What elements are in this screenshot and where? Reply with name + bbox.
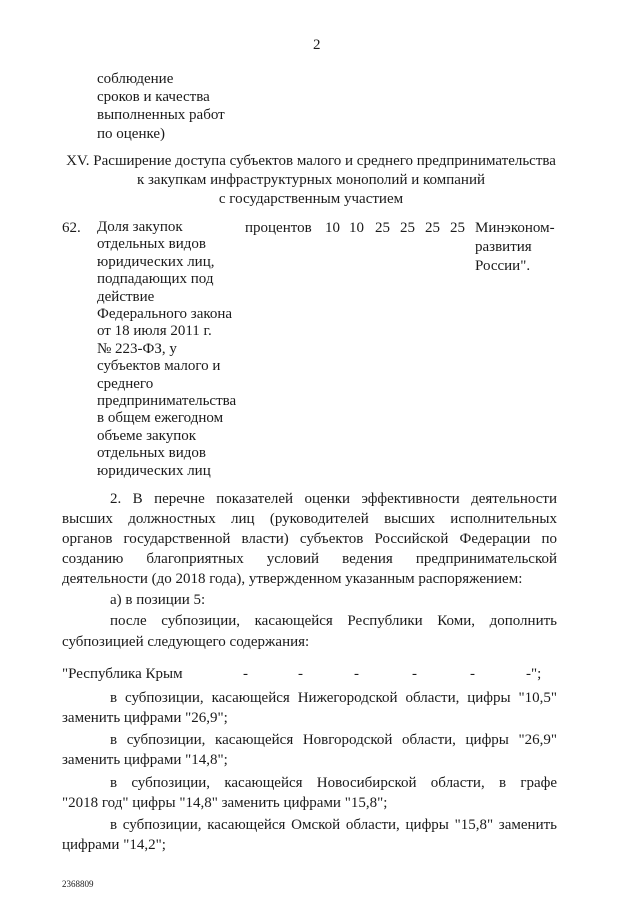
text-line: в общем ежегодном (97, 410, 224, 427)
row-number: 62. (62, 220, 81, 236)
row-unit: процентов (245, 220, 312, 236)
sub-nizhny-line: заменить цифрами "26,9"; (62, 710, 228, 726)
text-line: предпринимательства (97, 393, 237, 410)
heading-line: XV. Расширение доступа субъектов малого и среднего предпринимательства (66, 153, 556, 169)
row-value-4: 25 (400, 220, 415, 236)
text-line: по оценке) (97, 125, 166, 142)
sub-nizhny-line: в субпозиции, касающейся Нижегородской области, цифры "10,5" (110, 690, 557, 706)
para2-line: деятельности (до 2018 года), утвержденном указанным распоряжением: (62, 571, 523, 587)
after-komi-line: субпозицией следующего содержания: (62, 634, 310, 650)
text-line: отдельных видов (97, 445, 206, 462)
row-value-2: 10 (349, 220, 364, 236)
text-line: отдельных видов (97, 236, 206, 253)
sub-novgorod-line: в субпозиции, касающейся Новгородской области, цифры "26,9" (110, 732, 557, 748)
sub-omsk-line: цифрами "14,2"; (62, 837, 166, 853)
sub-omsk-line: в субпозиции, касающейся Омской области, цифры "15,8" заменить (110, 817, 557, 833)
page-number: 2 (313, 37, 321, 53)
item-a: а) в позиции 5: (110, 592, 206, 608)
sub-novgorod-line: заменить цифрами "14,8"; (62, 752, 228, 768)
text-line: Минэконом- (475, 220, 555, 236)
crimea-dash: - (354, 666, 359, 682)
text-line: действие (97, 288, 155, 305)
text-line: России". (475, 258, 531, 274)
sub-novosib-line: "2018 год" цифры "14,8" заменить цифрами "15,8"; (62, 795, 388, 811)
text-line: Доля закупок (97, 219, 183, 235)
row-indicator (97, 219, 236, 480)
crimea-label: "Республика Крым (62, 666, 183, 682)
para2-line: высших должностных лиц (руководителей высших исполнительных (62, 511, 557, 527)
row-responsible (475, 219, 555, 276)
crimea-dash: - (243, 666, 248, 682)
text-line: среднего (97, 375, 154, 392)
text-line: развития (475, 239, 532, 255)
after-komi-line: после субпозиции, касающейся Республики Коми, дополнить (110, 613, 557, 629)
text-line: субъектов малого и (97, 358, 221, 375)
heading-line: с государственным участием (218, 191, 404, 207)
row-value-6: 25 (450, 220, 465, 236)
top-cell-continuation (97, 70, 225, 143)
text-line: юридических лиц, (97, 253, 215, 270)
text-line: объеме закупок (97, 427, 197, 444)
text-line: подпадающих под (97, 271, 214, 288)
text-line: сроков и качества (97, 89, 210, 106)
heading-line: к закупкам инфраструктурных монополий и компаний (136, 172, 486, 188)
row-value-5: 25 (425, 220, 440, 236)
crimea-end: -"; (526, 666, 542, 682)
text-line: № 223-ФЗ, у (97, 340, 177, 357)
para2-line: органов государственной власти) субъектов Российской Федерации по (62, 531, 557, 547)
row-value-1: 10 (325, 220, 340, 236)
footer-code: 2368809 (62, 879, 94, 889)
crimea-dash: - (298, 666, 303, 682)
para2-line: 2. В перечне показателей оценки эффективности деятельности (110, 491, 557, 507)
crimea-dash: - (470, 666, 475, 682)
text-line: от 18 июля 2011 г. (97, 323, 212, 340)
text-line: юридических лиц (97, 462, 211, 479)
row-value-3: 25 (375, 220, 390, 236)
sub-novosib-line: в субпозиции, касающейся Новосибирской области, в графе (110, 775, 557, 791)
para2-line: созданию благоприятных условий ведения предпринимательской (62, 551, 557, 567)
section-heading (62, 152, 560, 209)
text-line: выполненных работ (97, 107, 225, 124)
crimea-dash: - (412, 666, 417, 682)
text-line: Федерального закона (97, 306, 233, 323)
text-line: соблюдение (97, 71, 174, 87)
